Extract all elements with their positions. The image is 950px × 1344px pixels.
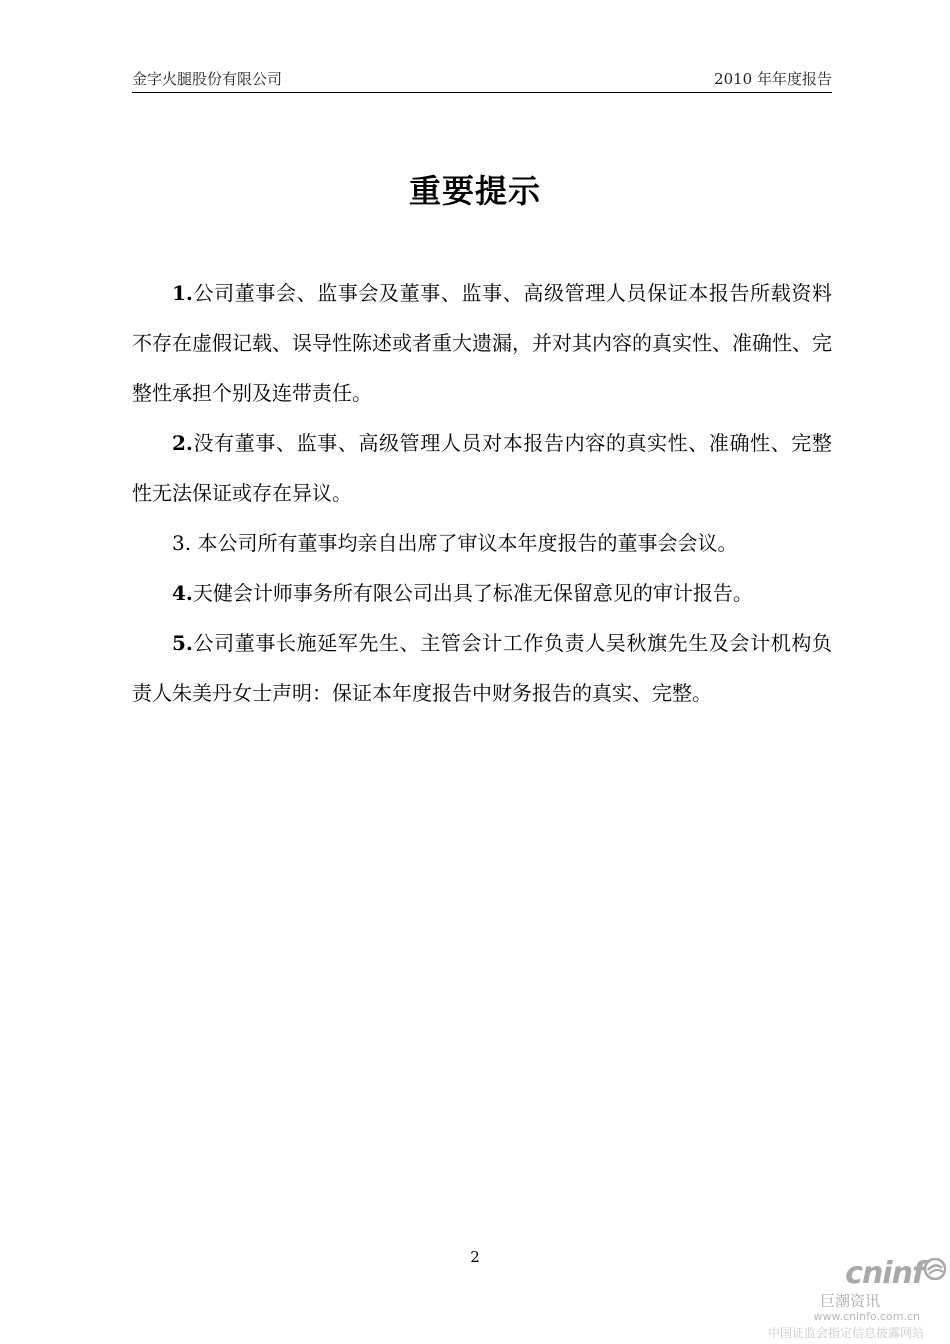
notice-item xyxy=(132,268,832,418)
watermark-brand: cninf xyxy=(845,1256,924,1291)
notice-item xyxy=(132,518,832,568)
item-number: 4. xyxy=(172,581,193,605)
item-text: 公司董事会、监事会及董事、监事、高级管理人员保证本报告所载资料不存在虚假记载、误导性陈述或者重大遗漏，并对其内容的真实性、准确性、完整性承担个别及连带责任。 xyxy=(132,281,832,405)
page-number: 2 xyxy=(470,1248,480,1266)
notice-item xyxy=(132,618,832,718)
item-number: 5. xyxy=(172,631,193,655)
page-header xyxy=(132,68,832,93)
page-title: 重要提示 xyxy=(408,172,541,210)
item-text: 本公司所有董事均亲自出席了审议本年度报告的董事会会议。 xyxy=(191,531,738,555)
notice-item xyxy=(132,418,832,518)
notice-item xyxy=(132,568,832,618)
item-number: 2. xyxy=(172,431,193,455)
cninfo-logo-icon xyxy=(924,1258,946,1280)
watermark-tagline: 中国证监会指定信息披露网站 xyxy=(767,1326,924,1340)
header-report-title: 2010 年年度报告 xyxy=(714,70,832,88)
watermark-subtitle: 巨潮资讯 xyxy=(819,1292,880,1310)
header-company: 金字火腿股份有限公司 xyxy=(132,70,283,88)
item-number: 3. xyxy=(172,531,192,555)
item-number: 1. xyxy=(172,281,193,305)
notice-body xyxy=(132,268,832,718)
item-text: 天健会计师事务所有限公司出具了标准无保留意见的审计报告。 xyxy=(192,581,753,605)
watermark-url: www.cninfo.com.cn xyxy=(813,1310,920,1323)
cninfo-watermark xyxy=(767,1256,932,1340)
item-text: 没有董事、监事、高级管理人员对本报告内容的真实性、准确性、完整性无法保证或存在异议。 xyxy=(132,431,832,505)
item-text: 公司董事长施延军先生、主管会计工作负责人吴秋旗先生及会计机构负责人朱美丹女士声明：保证本年度报告中财务报告的真实、完整。 xyxy=(132,631,832,705)
